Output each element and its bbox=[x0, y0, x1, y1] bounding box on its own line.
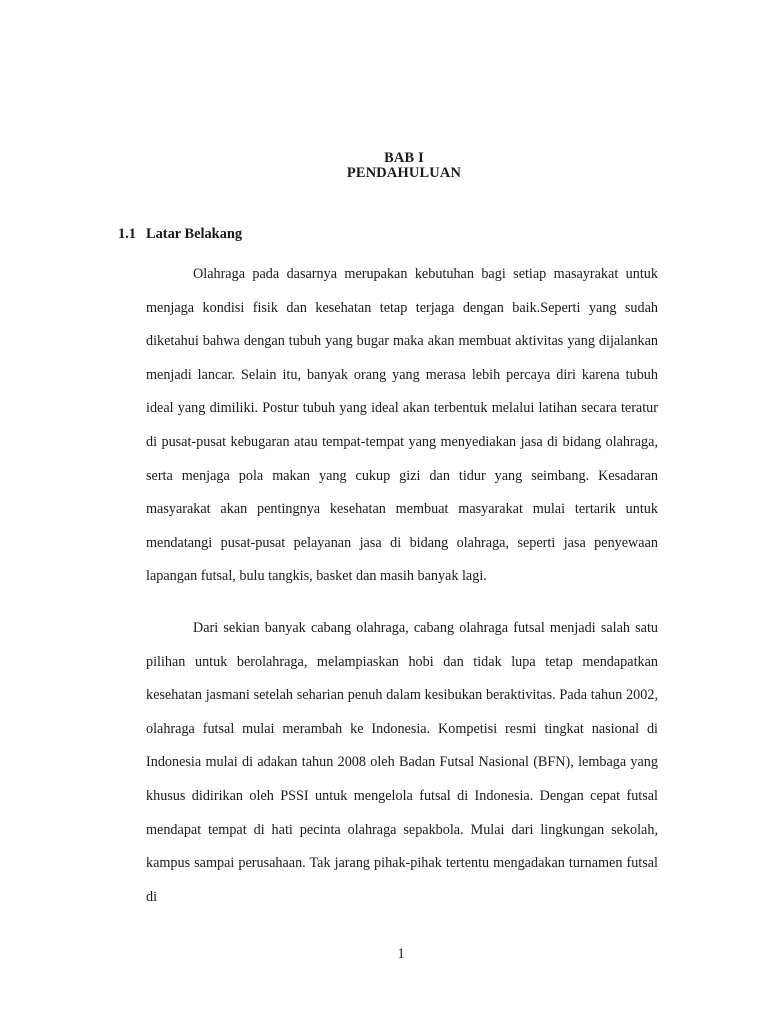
chapter-label: BAB I bbox=[384, 150, 424, 166]
paragraph bbox=[146, 258, 658, 594]
page-number: 1 bbox=[397, 946, 405, 962]
paragraph-text: Dari sekian banyak cabang olahraga, cabang olahraga futsal menjadi salah satu pilihan untuk berolahraga, melampiaskan hobi dan tidak lupa tetap mendapatkan kesehatan jasmani setelah seharian penuh dalam kesibukan beraktivitas. Pada tahun 2002, olahraga futsal mulai merambah ke Indonesia. Kompetisi resmi tingkat nasional di Indonesia mulai di adakan tahun 2008 oleh Badan Futsal Nasional (BFN), lembaga yang khusus didirikan oleh PSSI untuk mengelola futsal di Indonesia. Dengan cepat futsal mendapat tempat di hati pecinta olahraga sepakbola. Mulai dari lingkungan sekolah, kampus sampai perusahaan. Tak jarang pihak-pihak tertentu mengadakan turnamen futsal di bbox=[146, 620, 658, 905]
section-heading bbox=[118, 226, 242, 243]
section-number: 1.1 bbox=[118, 226, 136, 242]
section-title: Latar Belakang bbox=[146, 226, 243, 242]
paragraph-text: Olahraga pada dasarnya merupakan kebutuhan bagi setiap masayrakat untuk menjaga kondisi fisik dan kesehatan tetap terjaga dengan baik.Seperti yang sudah diketahui bahwa dengan tubuh yang bugar maka akan membuat aktivitas yang dijalankan menjadi lancar. Selain itu, banyak orang yang merasa lebih percaya diri karena tubuh ideal yang dimiliki. Postur tubuh yang ideal akan terbentuk melalui latihan secara teratur di pusat-pusat kebugaran atau tempat-tempat yang menyediakan jasa di bidang olahraga, serta menjaga pola makan yang cukup gizi dan tidur yang seimbang. Kesadaran masyarakat akan pentingnya kesehatan membuat masyarakat mulai tertarik untuk mendatangi pusat-pusat pelayanan jasa di bidang olahraga, seperti jasa penyewaan lapangan futsal, bulu tangkis, basket dan masih banyak lagi. bbox=[146, 266, 658, 585]
chapter-title: PENDAHULUAN bbox=[346, 165, 462, 181]
paragraph bbox=[146, 612, 658, 914]
